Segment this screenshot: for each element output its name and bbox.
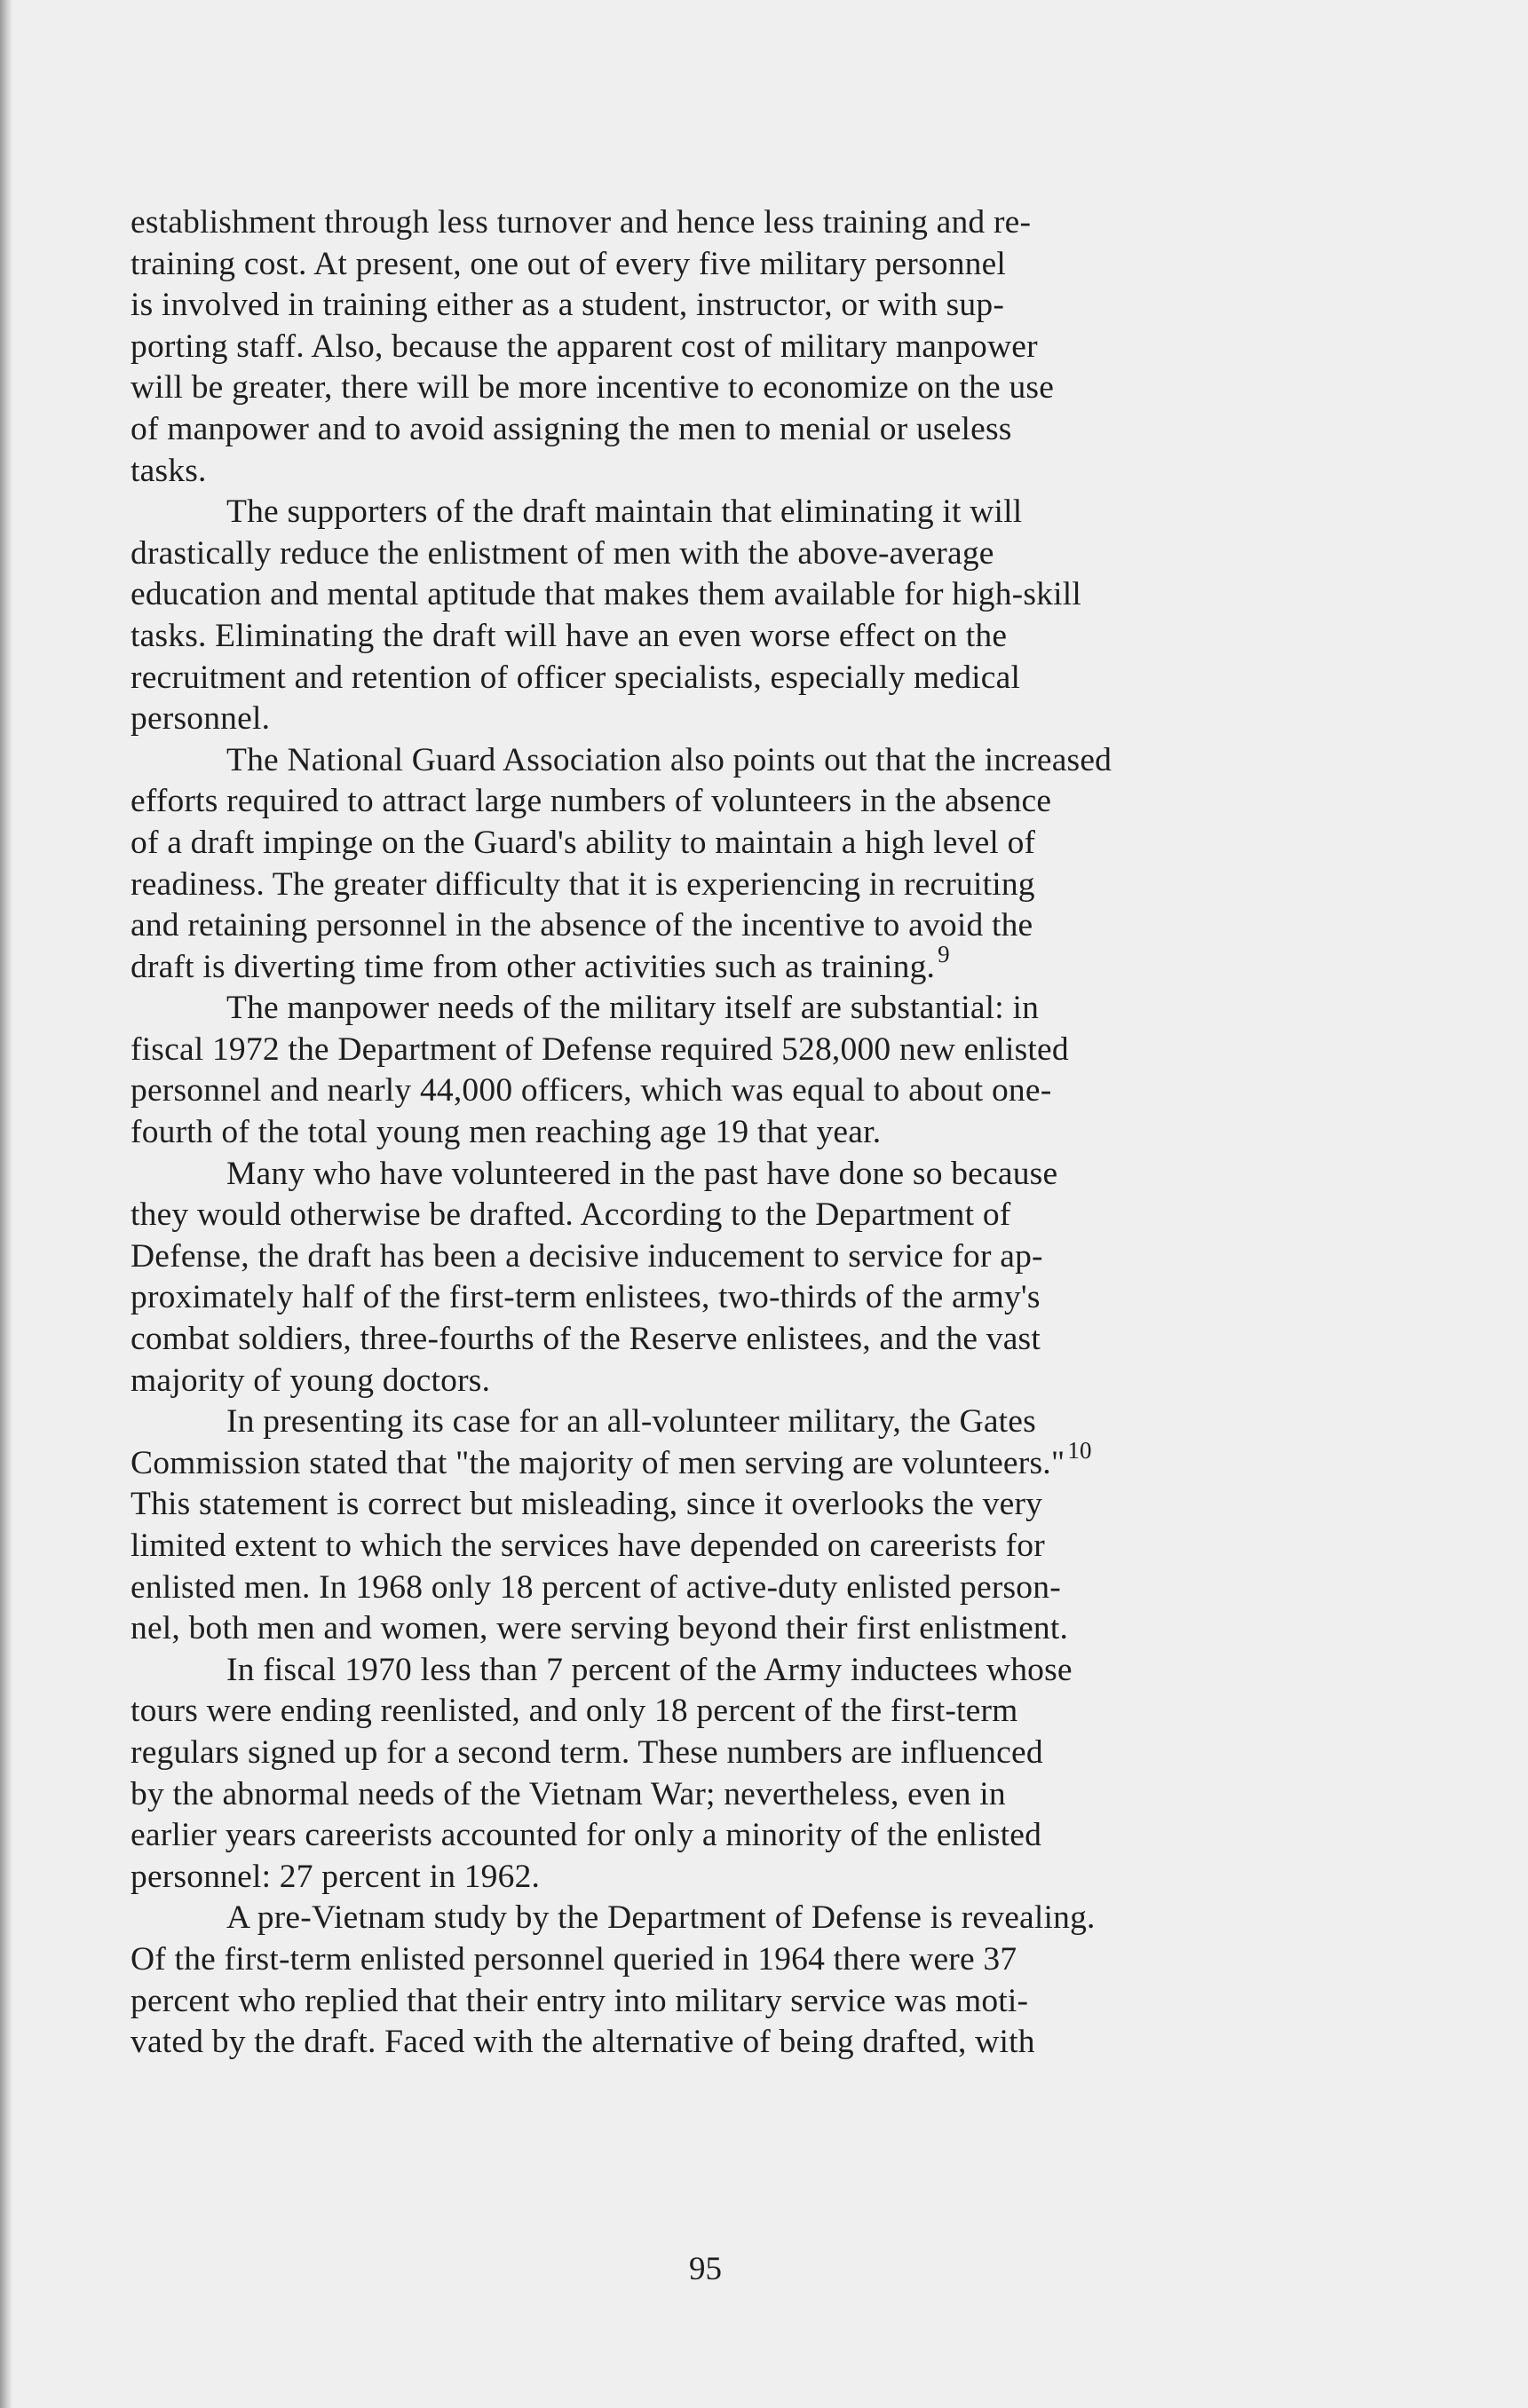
text-line (131, 1815, 1374, 1857)
text-line (131, 1526, 1374, 1567)
text-line (131, 1898, 1374, 1939)
line-text: by the abnormal needs of the Vietnam War; nevertheless, even in (131, 1775, 1006, 1812)
line-text: percent who replied that their entry into military service was moti- (131, 1982, 1029, 2019)
line-text: A pre-Vietnam study by the Department of Defense is revealing. (226, 1899, 1096, 1937)
line-text: In fiscal 1970 less than 7 percent of the Army inductees whose (226, 1651, 1073, 1688)
line-text: Commission stated that "the majority of men serving are volunteers." (131, 1444, 1065, 1481)
line-text: tours were ending reenlisted, and only 18 percent of the first-term (131, 1693, 1018, 1730)
line-text: The supporters of the draft maintain that eliminating it will (226, 493, 1023, 531)
line-text: This statement is correct but misleading, since it overlooks the very (131, 1486, 1043, 1523)
line-text: tasks. (131, 452, 207, 489)
line-text: earlier years careerists accounted for only a minority of the enlisted (131, 1817, 1042, 1854)
text-line (131, 1691, 1374, 1733)
page-number: 95 (689, 2251, 722, 2287)
text-line (131, 1981, 1374, 2023)
line-text: vated by the draft. Faced with the alternative of being drafted, with (131, 2024, 1035, 2061)
text-line (131, 1650, 1374, 1692)
paragraph (131, 1898, 1374, 2063)
text-line (131, 865, 1374, 906)
text-line (131, 1401, 1374, 1443)
text-line (131, 409, 1374, 451)
text-line (131, 823, 1374, 865)
text-line (131, 244, 1374, 286)
line-text: combat soldiers, three-fourths of the Reserve enlistees, and the vast (131, 1321, 1041, 1358)
line-text: The manpower needs of the military itself are substantial: in (226, 990, 1040, 1027)
text-line (131, 1774, 1374, 1816)
paragraph (131, 1401, 1374, 1650)
line-text: education and mental aptitude that makes them available for high-skill (131, 576, 1081, 613)
line-text: porting staff. Also, because the apparent cost of military manpower (131, 328, 1038, 365)
line-text: proximately half of the first-term enlistees, two-thirds of the army's (131, 1279, 1041, 1316)
text-line (131, 988, 1374, 1030)
text-line (131, 1608, 1374, 1650)
footnote-marker: 10 (1067, 1436, 1092, 1464)
line-text: nel, both men and women, were serving beyond their first enlistment. (131, 1610, 1069, 1647)
line-text: Many who have volunteered in the past have done so because (226, 1155, 1058, 1192)
text-line (131, 1277, 1374, 1319)
line-text: enlisted men. In 1968 only 18 percent of active-duty enlisted person- (131, 1568, 1061, 1606)
paragraph (131, 202, 1374, 492)
text-line (131, 1436, 1374, 1485)
line-text: personnel and nearly 44,000 officers, which was equal to about one- (131, 1072, 1052, 1109)
text-line (131, 1112, 1374, 1154)
line-text: majority of young doctors. (131, 1362, 491, 1399)
text-line (131, 327, 1374, 368)
line-text: Defense, the draft has been a decisive inducement to service for ap- (131, 1237, 1043, 1275)
text-line (131, 574, 1374, 616)
paragraph (131, 1650, 1374, 1899)
text-line (131, 658, 1374, 699)
line-text: of manpower and to avoid assigning the men to menial or useless (131, 410, 1012, 447)
paragraph (131, 988, 1374, 1153)
text-line (131, 940, 1374, 989)
text-line (131, 1361, 1374, 1402)
text-line (131, 740, 1374, 782)
text-line (131, 1070, 1374, 1112)
line-text: training cost. At present, one out of every five military personnel (131, 245, 1007, 282)
text-line (131, 1567, 1374, 1609)
line-text: establishment through less turnover and hence less training and re- (131, 204, 1032, 241)
line-text: The National Guard Association also points out that the increased (226, 741, 1112, 778)
footnote-marker: 9 (938, 940, 950, 967)
line-text: recruitment and retention of officer specialists, especially medical (131, 659, 1021, 696)
scan-edge-shadow (0, 0, 12, 2408)
text-line (131, 2022, 1374, 2064)
text-line (131, 202, 1374, 244)
text-line (131, 492, 1374, 533)
line-text: fiscal 1972 the Department of Defense required 528,000 new enlisted (131, 1030, 1069, 1068)
line-text: In presenting its case for an all-volunteer military, the Gates (226, 1403, 1036, 1441)
paragraph (131, 1154, 1374, 1402)
text-line (131, 1939, 1374, 1981)
paragraph (131, 492, 1374, 740)
line-text: fourth of the total young men reaching age 19 that year. (131, 1114, 882, 1151)
line-text: efforts required to attract large numbers of volunteers in the absence (131, 783, 1052, 820)
text-line (131, 1236, 1374, 1278)
text-line (131, 1154, 1374, 1196)
text-line (131, 1484, 1374, 1526)
line-text: draft is diverting time from other activities such as training. (131, 948, 936, 985)
text-line (131, 1319, 1374, 1361)
line-text: will be greater, there will be more incentive to economize on the use (131, 369, 1055, 407)
line-text: Of the first-term enlisted personnel queried in 1964 there were 37 (131, 1940, 1017, 1978)
text-line (131, 1857, 1374, 1899)
text-line (131, 533, 1374, 575)
text-line (131, 451, 1374, 493)
text-line (131, 1195, 1374, 1236)
text-line (131, 699, 1374, 740)
line-text: of a draft impinge on the Guard's ability to maintain a high level of (131, 824, 1036, 861)
text-line (131, 285, 1374, 327)
text-line (131, 616, 1374, 658)
line-text: drastically reduce the enlistment of men with the above-average (131, 534, 994, 572)
text-line (131, 905, 1374, 947)
line-text: and retaining personnel in the absence of the incentive to avoid the (131, 907, 1033, 944)
text-line (131, 367, 1374, 409)
text-line (131, 1733, 1374, 1774)
line-text: is involved in training either as a student, instructor, or with sup- (131, 287, 1005, 324)
line-text: readiness. The greater difficulty that it is experiencing in recruiting (131, 865, 1035, 903)
text-line (131, 781, 1374, 823)
text-line (131, 1030, 1374, 1071)
body-text (131, 202, 1374, 2064)
paragraph (131, 740, 1374, 989)
line-text: they would otherwise be drafted. According to the Department of (131, 1196, 1011, 1234)
line-text: personnel. (131, 700, 271, 738)
line-text: personnel: 27 percent in 1962. (131, 1858, 541, 1895)
line-text: regulars signed up for a second term. These numbers are influenced (131, 1733, 1043, 1771)
line-text: tasks. Eliminating the draft will have an even worse effect on the (131, 617, 1008, 654)
line-text: limited extent to which the services have depended on careerists for (131, 1528, 1045, 1564)
